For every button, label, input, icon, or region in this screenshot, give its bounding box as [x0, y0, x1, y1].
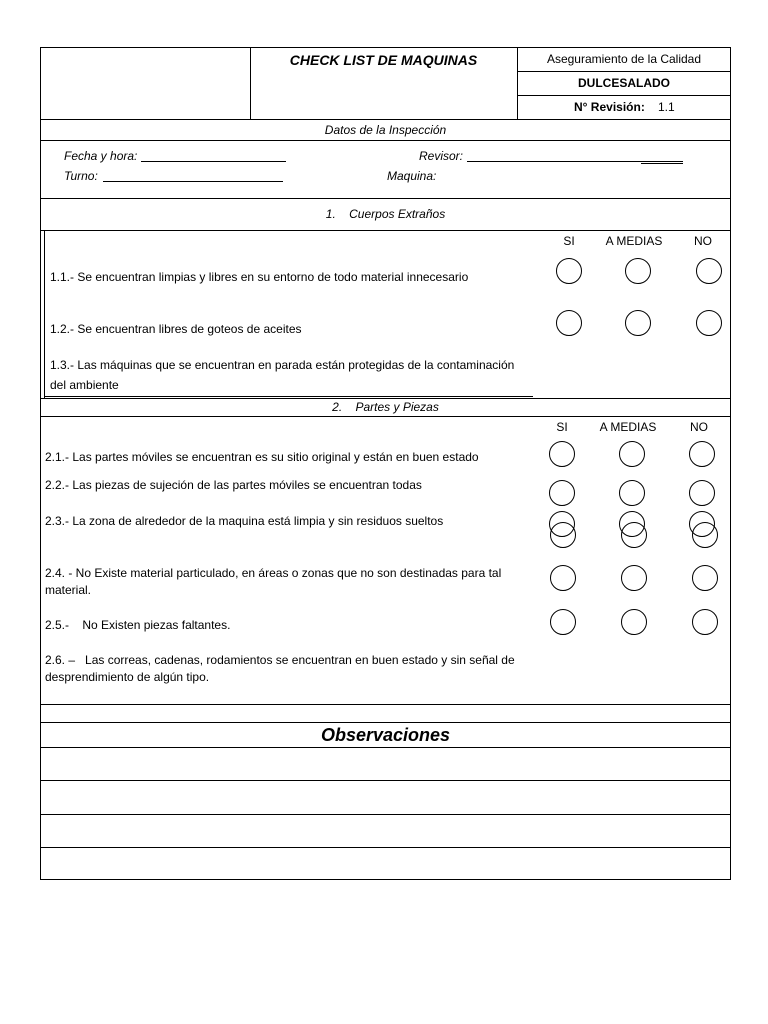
- item-2-3-amedias-option-duplicate[interactable]: [621, 522, 647, 548]
- machine-label: Maquina:: [387, 169, 437, 183]
- observations-top-line: [40, 722, 731, 723]
- item-2-1-si-option[interactable]: [549, 441, 575, 467]
- header-row-line-1: [517, 71, 731, 72]
- section1-amedias-header: A MEDIAS: [605, 234, 663, 248]
- item-2-5-amedias-option[interactable]: [621, 609, 647, 635]
- item-2-5: 2.5.- No Existen piezas faltantes.: [45, 618, 231, 632]
- date-label: Fecha y hora:: [64, 149, 138, 163]
- item-1-2: 1.2.- Se encuentran libres de goteos de aceites: [50, 322, 302, 336]
- item-2-3: 2.3.- La zona de alrededor de la maquina está limpia y sin residuos sueltos: [45, 514, 444, 528]
- inspection-section-title: Datos de la Inspección: [324, 123, 447, 137]
- header-row-line-2: [517, 95, 731, 96]
- reviewer-field[interactable]: [467, 161, 683, 162]
- section2-amedias-header: A MEDIAS: [599, 420, 657, 434]
- item-2-2-si-option[interactable]: [549, 480, 575, 506]
- reviewer-label: Revisor:: [419, 149, 464, 163]
- section2-si-header: SI: [556, 420, 568, 434]
- section2-no-header: NO: [690, 420, 708, 434]
- item-2-1-amedias-option[interactable]: [619, 441, 645, 467]
- observations-row-line-3: [40, 847, 731, 848]
- item-1-2-amedias-option[interactable]: [625, 310, 651, 336]
- revision-value: 1.1: [658, 100, 675, 114]
- reviewer-field-extra: [641, 163, 683, 164]
- item-2-6-continued: desprendimiento de algún tipo.: [45, 670, 210, 684]
- item-2-1: 2.1.- Las partes móviles se encuentran es su sitio original y están en buen estado: [45, 450, 479, 464]
- item-1-1-si-option[interactable]: [556, 258, 582, 284]
- item-1-3-continued: del ambiente: [50, 378, 119, 392]
- item-2-4: 2.4. - No Existe material particulado, en áreas o zonas que no son destinadas para tal: [45, 566, 502, 580]
- item-2-2-amedias-option[interactable]: [619, 480, 645, 506]
- observations-title-line: [40, 747, 731, 748]
- section1-si-header: SI: [563, 234, 575, 248]
- company-name: DULCESALADO: [578, 76, 670, 90]
- date-field[interactable]: [141, 161, 286, 162]
- item-2-4-amedias-option[interactable]: [621, 565, 647, 591]
- revision-label: N° Revisión:: [574, 100, 645, 114]
- item-1-2-no-option[interactable]: [696, 310, 722, 336]
- item-2-4-continued: material.: [45, 583, 92, 597]
- item-2-6: 2.6. – Las correas, cadenas, rodamientos se encuentran en buen estado y sin señal de: [45, 653, 515, 667]
- item-2-1-no-option[interactable]: [689, 441, 715, 467]
- observations-row-line-2: [40, 814, 731, 815]
- form-title: CHECK LIST DE MAQUINAS: [289, 52, 478, 68]
- observations-title: Observaciones: [320, 725, 451, 745]
- inspection-bottom-line: [40, 198, 731, 199]
- item-2-5-si-option[interactable]: [550, 609, 576, 635]
- item-1-1-no-option[interactable]: [696, 258, 722, 284]
- item-1-1-amedias-option[interactable]: [625, 258, 651, 284]
- item-2-2-no-option[interactable]: [689, 480, 715, 506]
- item-2-3-si-option-duplicate[interactable]: [550, 522, 576, 548]
- section2-title-line: [40, 416, 731, 417]
- item-1-3-underline: [44, 396, 533, 397]
- item-1-2-si-option[interactable]: [556, 310, 582, 336]
- shift-label: Turno:: [64, 169, 98, 183]
- item-2-2: 2.2.- Las piezas de sujeción de las partes móviles se encuentran todas: [45, 478, 422, 492]
- department-label: Aseguramiento de la Calidad: [546, 52, 702, 66]
- section1-no-header: NO: [694, 234, 712, 248]
- item-2-3-no-option-duplicate[interactable]: [692, 522, 718, 548]
- section1-title: 1. Cuerpos Extraños: [325, 207, 446, 221]
- section1-bottom-line: [40, 398, 731, 399]
- observations-row-line-1: [40, 780, 731, 781]
- item-2-5-no-option[interactable]: [692, 609, 718, 635]
- inspection-title-line: [40, 140, 731, 141]
- item-2-4-si-option[interactable]: [550, 565, 576, 591]
- item-1-1: 1.1.- Se encuentran limpias y libres en su entorno de todo material innecesario: [50, 270, 469, 284]
- item-2-4-no-option[interactable]: [692, 565, 718, 591]
- header-bottom-line: [40, 119, 731, 120]
- section1-title-line: [40, 230, 731, 231]
- section1-left-border: [44, 231, 45, 398]
- shift-field[interactable]: [103, 181, 283, 182]
- section2-title: 2. Partes y Piezas: [332, 400, 439, 414]
- item-1-3: 1.3.- Las máquinas que se encuentran en parada están protegidas de la contaminación: [50, 358, 515, 372]
- section2-bottom-line: [40, 704, 731, 705]
